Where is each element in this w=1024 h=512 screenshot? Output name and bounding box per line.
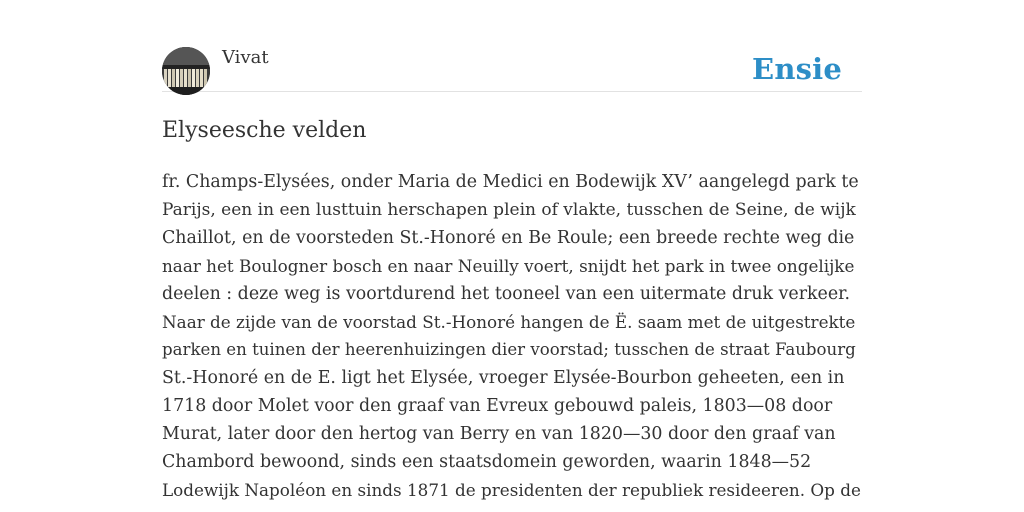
body-line: 1718 door Molet voor den graaf van Evreux gebouwd paleis, 1803—08 door bbox=[162, 396, 833, 416]
article-title: Elyseesche velden bbox=[162, 118, 367, 143]
body-line: Chaillot, en de voorsteden St.-Honoré en Be Roule; een breede rechte weg die bbox=[162, 228, 855, 248]
author-name[interactable]: Vivat bbox=[222, 47, 269, 68]
article-header bbox=[162, 0, 862, 92]
body-line: fr. Champs-Elysées, onder Maria de Medici en Bodewijk XV’ aangelegd park te bbox=[162, 172, 859, 192]
article-page bbox=[162, 0, 862, 500]
body-line: Murat, later door den hertog van Berry en van 1820—30 door den graaf van bbox=[162, 424, 836, 444]
body-line: Naar de zijde van de voorstad St.-Honoré hangen de Ë. saam met de uitgestrekte bbox=[162, 312, 856, 332]
author-avatar[interactable] bbox=[162, 47, 210, 95]
body-line: Chambord bewoond, sinds een staatsdomein geworden, waarin 1848—52 bbox=[162, 452, 812, 472]
avatar-image bbox=[162, 47, 210, 95]
article-body bbox=[162, 168, 862, 504]
body-line: parken en tuinen der heerenhuizingen dier voorstad; tusschen de straat Faubourg bbox=[162, 340, 856, 359]
brand-logo[interactable]: Ensie bbox=[752, 52, 842, 86]
body-line: St.-Honoré en de E. ligt het Elysée, vroeger Elysée-Bourbon geheeten, een in bbox=[162, 368, 845, 388]
body-line: Lodewijk Napoléon en sinds 1871 de presidenten der republiek resideeren. Op de bbox=[162, 480, 861, 500]
body-line: naar het Boulogner bosch en naar Neuilly voert, snijdt het park in twee ongelijke bbox=[162, 256, 855, 276]
body-line: deelen : deze weg is voortdurend het tooneel van een uitermate druk verkeer. bbox=[162, 284, 851, 304]
body-line: Parijs, een in een lusttuin herschapen plein of vlakte, tusschen de Seine, de wijk bbox=[162, 200, 856, 220]
